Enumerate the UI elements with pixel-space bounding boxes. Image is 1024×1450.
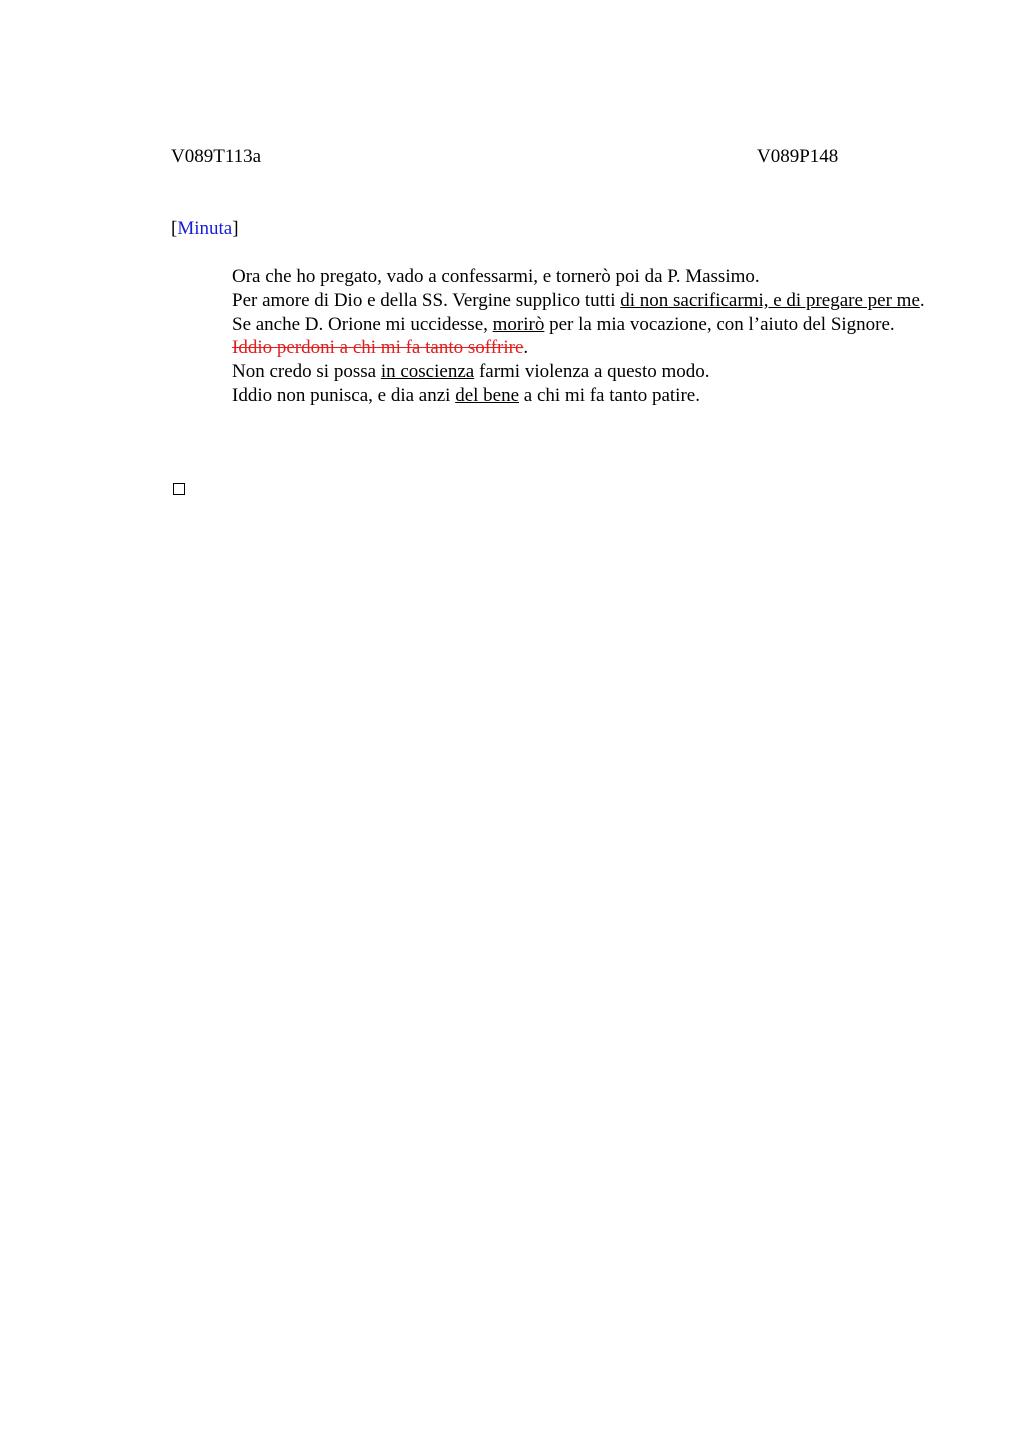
paragraph-2-text-a: Per amore di Dio e della SS. Vergine supplico tutti (232, 289, 621, 311)
paragraph-6-text-a: Iddio non punisca, e dia anzi (232, 384, 456, 406)
paragraph-5 (171, 360, 931, 384)
paragraph-3-text-a: Se anche D. Orione mi uccidesse, (232, 313, 493, 335)
checkbox-icon (173, 483, 185, 495)
document-body (171, 265, 931, 408)
paragraph-3 (171, 313, 931, 337)
paragraph-2-underlined: di non sacrificarmi, e di pregare per me (620, 289, 920, 311)
paragraph-3-underlined: morirò (492, 313, 545, 335)
paragraph-1-text: Ora che ho pregato, vado a confessarmi, e tornerò poi da P. Massimo. (232, 266, 760, 287)
bracket-close: ] (232, 218, 239, 239)
bracket-open: [ (171, 218, 178, 239)
document-code: V089T113a (171, 146, 262, 167)
paragraph-3-text-b: per la mia vocazione, con l’aiuto del Signore. (544, 313, 895, 335)
page-code: V089P148 (757, 146, 839, 167)
paragraph-2 (171, 289, 931, 313)
document-type-title (171, 218, 239, 240)
paragraph-4-deleted-text: Iddio perdoni a chi mi fa tanto soffrire (232, 337, 524, 359)
paragraph-5-underlined: in coscienza (380, 361, 475, 383)
paragraph-2-text-b: . (919, 289, 925, 311)
paragraph-5-text-a: Non credo si possa (232, 361, 381, 383)
title-label: Minuta (177, 218, 233, 239)
paragraph-6-text-b: a chi mi fa tanto patire. (519, 384, 700, 406)
paragraph-4-text-b: . (523, 337, 529, 359)
paragraph-6-underlined: del bene (455, 384, 520, 406)
paragraph-6 (171, 384, 931, 408)
paragraph-1 (171, 265, 931, 289)
paragraph-4 (171, 336, 931, 360)
paragraph-5-text-b: farmi violenza a questo modo. (474, 361, 710, 383)
